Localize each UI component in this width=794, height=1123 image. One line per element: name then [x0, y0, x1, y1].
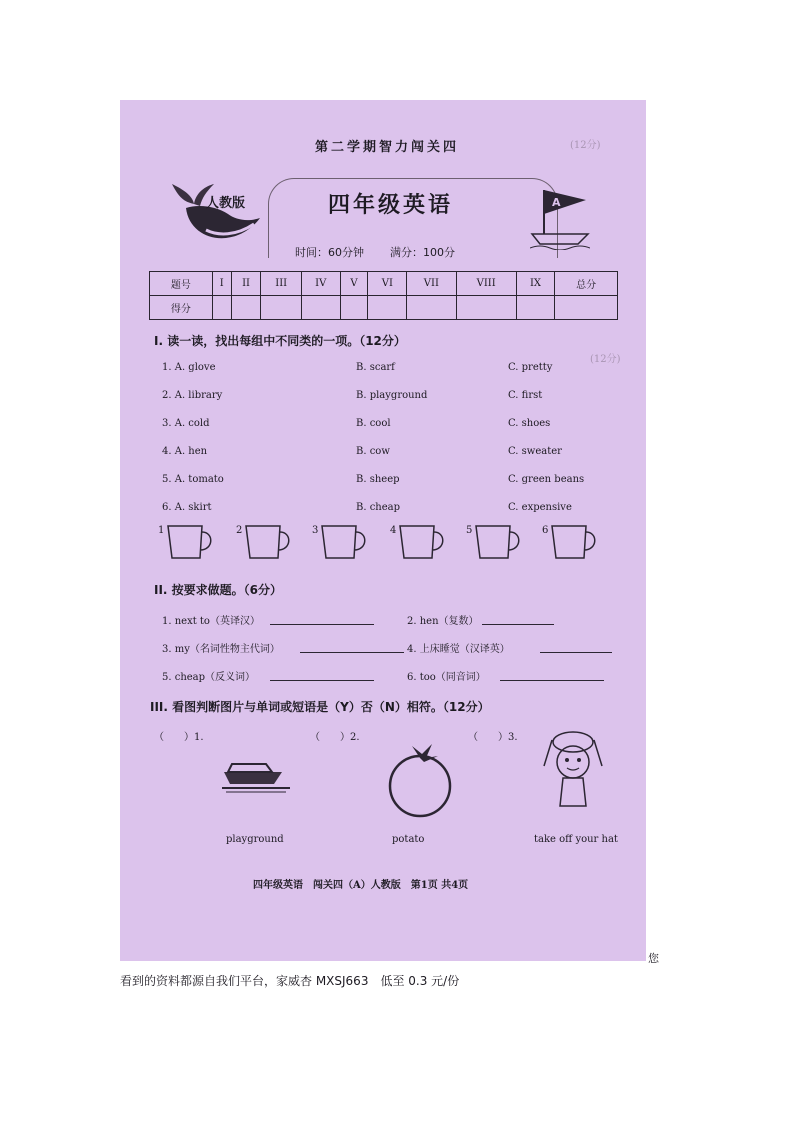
q3-option-a: 3. A. cold — [162, 418, 210, 429]
picture-caption: potato — [392, 834, 425, 845]
answer-blank[interactable] — [270, 680, 374, 681]
q4-option-a: 4. A. hen — [162, 446, 208, 457]
score-input-cell[interactable] — [301, 296, 340, 320]
score-table-cell: VII — [407, 272, 456, 296]
judge-bracket[interactable]: （ ）1. — [154, 732, 204, 743]
score-input-cell[interactable] — [516, 296, 554, 320]
score-table-score-row — [150, 296, 618, 320]
girl-taking-off-hat-picture-icon — [538, 726, 608, 816]
whale-logo-icon — [166, 170, 266, 252]
q5-option-c: C. green beans — [508, 474, 585, 485]
score-table-cell: 总分 — [555, 272, 618, 296]
q3-option-b: B. cool — [356, 418, 391, 429]
exam-total-score: 满分：100分 — [390, 246, 455, 259]
edition-label: 人教版 — [206, 196, 246, 211]
q2-option-b: B. playground — [356, 390, 428, 401]
section-2-item: 5. cheap（反义词） — [162, 672, 256, 683]
page-footer: 四年级英语 闯关四（A）人教版 第1页 共4页 — [253, 880, 469, 891]
mug-number: 1 — [158, 525, 165, 536]
answer-mug-icon[interactable] — [398, 524, 448, 562]
picture-caption: take off your hat — [534, 834, 618, 845]
section-2-item: 6. too（同音词） — [407, 672, 486, 683]
score-table-cell: VI — [368, 272, 407, 296]
answer-blank[interactable] — [500, 680, 604, 681]
section-2-item: 4. 上床睡觉（汉译英） — [407, 644, 510, 655]
q6-option-c: C. expensive — [508, 502, 572, 513]
score-table-cell: IX — [516, 272, 554, 296]
section-2-item: 1. next to（英译汉） — [162, 616, 260, 627]
score-input-cell[interactable] — [212, 296, 231, 320]
q5-option-a: 5. A. tomato — [162, 474, 224, 485]
answer-blank[interactable] — [270, 624, 374, 625]
q3-option-c: C. shoes — [508, 418, 551, 429]
bleed-character: 您 — [648, 952, 659, 965]
bleed-through-text: (12分) — [590, 354, 621, 365]
section-2-item: 3. my（名词性物主代词） — [162, 644, 280, 655]
mug-number: 5 — [466, 525, 473, 536]
picture-caption: playground — [226, 834, 284, 845]
score-table — [149, 271, 618, 320]
answer-mug-icon[interactable] — [166, 524, 216, 562]
answer-mug-icon[interactable] — [244, 524, 294, 562]
score-table-cell: I — [212, 272, 231, 296]
score-input-cell[interactable] — [368, 296, 407, 320]
score-input-cell[interactable] — [555, 296, 618, 320]
mug-number: 6 — [542, 525, 549, 536]
section-2-title: II. 按要求做题。（6分） — [154, 583, 283, 597]
header-strip: 第二学期智力闯关四 — [315, 140, 460, 155]
judge-bracket[interactable]: （ ）2. — [310, 732, 360, 743]
answer-mug-icon[interactable] — [474, 524, 524, 562]
bleed-through-text: (12分) — [570, 140, 601, 151]
score-table-cell: V — [340, 272, 368, 296]
section-3-title: III. 看图判断图片与单词或短语是（Y）否（N）相符。（12分） — [150, 700, 490, 714]
promo-line: 看到的资料都源自我们平台，家威杏 MXSJ663 低至 0.3 元/份 — [120, 974, 460, 988]
score-input-cell[interactable] — [340, 296, 368, 320]
scanned-exam-sheet — [120, 100, 646, 961]
answer-mug-icon[interactable] — [320, 524, 370, 562]
exam-time: 时间：60分钟 — [295, 246, 364, 259]
mug-number: 3 — [312, 525, 319, 536]
score-table-cell: II — [231, 272, 261, 296]
score-input-cell[interactable] — [456, 296, 516, 320]
judge-bracket[interactable]: （ ）3. — [468, 732, 518, 743]
q2-option-c: C. first — [508, 390, 543, 401]
section-1-title: I. 读一读，找出每组中不同类的一项。（12分） — [154, 334, 406, 348]
flag-boat-icon — [530, 184, 590, 250]
answer-blank[interactable] — [482, 624, 554, 625]
speedboat-picture-icon — [220, 748, 292, 798]
q6-option-a: 6. A. skirt — [162, 502, 212, 513]
score-table-cell: 得分 — [150, 296, 213, 320]
score-table-header-row — [150, 272, 618, 296]
answer-mug-icon[interactable] — [550, 524, 600, 562]
exam-title: 四年级英语 — [328, 193, 454, 218]
mug-number: 4 — [390, 525, 397, 536]
tomato-picture-icon — [380, 740, 460, 820]
q1-option-c: C. pretty — [508, 362, 553, 373]
q1-option-a: 1. A. glove — [162, 362, 216, 373]
answer-blank[interactable] — [540, 652, 612, 653]
mug-number: 2 — [236, 525, 243, 536]
q4-option-c: C. sweater — [508, 446, 562, 457]
score-input-cell[interactable] — [261, 296, 302, 320]
flag-letter: A — [552, 196, 561, 209]
q6-option-b: B. cheap — [356, 502, 401, 513]
score-input-cell[interactable] — [407, 296, 456, 320]
q5-option-b: B. sheep — [356, 474, 400, 485]
q4-option-b: B. cow — [356, 446, 390, 457]
answer-blank[interactable] — [300, 652, 404, 653]
score-table-cell: IV — [301, 272, 340, 296]
section-2-item: 2. hen（复数） — [407, 616, 479, 627]
q1-option-b: B. scarf — [356, 362, 395, 373]
score-table-cell: VIII — [456, 272, 516, 296]
score-table-cell: III — [261, 272, 302, 296]
q2-option-a: 2. A. library — [162, 390, 223, 401]
score-table-cell: 题号 — [150, 272, 213, 296]
score-input-cell[interactable] — [231, 296, 261, 320]
